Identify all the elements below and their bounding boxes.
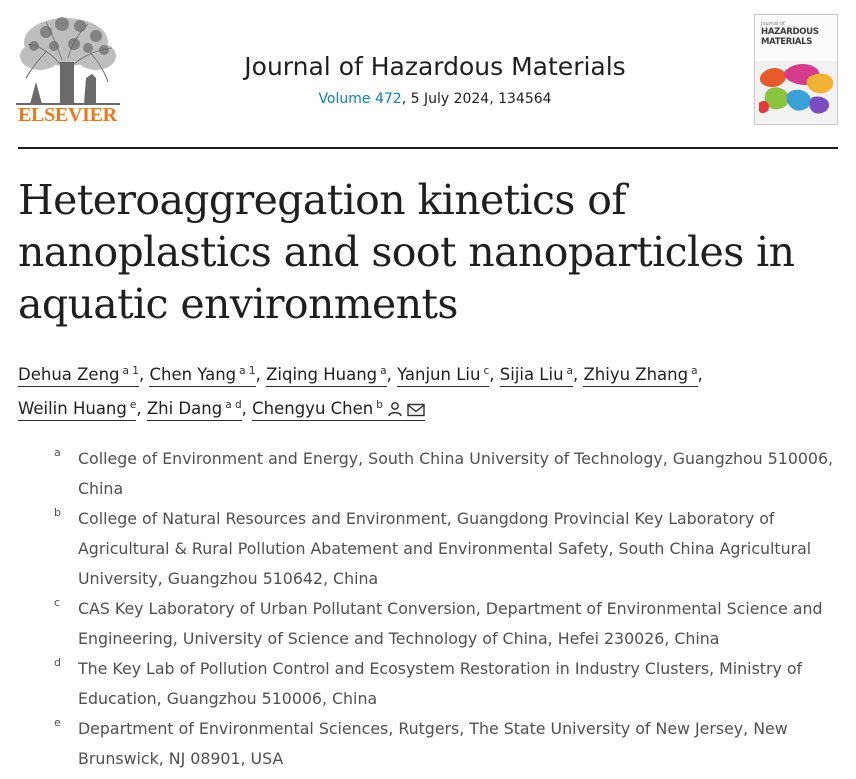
author-link[interactable] — [18, 399, 136, 421]
journal-title-link[interactable]: Journal of Hazardous Materials — [244, 52, 626, 81]
author-separator: , — [241, 399, 253, 418]
author-name: Chen Yang — [149, 365, 237, 384]
issue-date-and-article-number: , 5 July 2024, 134564 — [401, 91, 552, 107]
author-link[interactable] — [583, 365, 697, 387]
cover-artwork — [755, 15, 837, 124]
author-link[interactable] — [397, 365, 489, 387]
author-link[interactable] — [147, 399, 242, 421]
email-icon — [407, 397, 425, 427]
author-affiliation-markers: a — [566, 365, 573, 377]
affiliation-text: CAS Key Laboratory of Urban Pollutant Conversion, Department of Environmental Science and Engineering, University of Science and Technology of China, Hefei 230026, China — [78, 599, 823, 648]
cover-journal-of: Journal of — [761, 21, 785, 27]
author-separator: , — [572, 365, 584, 384]
affiliation-label: a — [54, 446, 61, 459]
cover-title-line-1: HAZARDOUS — [761, 27, 819, 37]
author-affiliation-markers: b — [376, 399, 383, 411]
author-name: Zhiyu Zhang — [583, 365, 689, 384]
header-divider — [18, 147, 838, 149]
author-name: Dehua Zeng — [18, 365, 120, 384]
tree-icon — [16, 12, 120, 106]
affiliation-text: College of Environment and Energy, South China University of Technology, Guangzhou 510006, China — [78, 449, 834, 498]
author-affiliation-markers: a — [380, 365, 387, 377]
author-affiliation-markers: a 1 — [122, 365, 139, 377]
author-name: Weilin Huang — [18, 399, 127, 418]
affiliation-item — [54, 504, 844, 594]
article-title: Heteroaggregation kinetics of nanoplastics and soot nanoparticles in aquatic environments — [18, 176, 795, 328]
corresponding-author-link[interactable] — [252, 399, 425, 421]
affiliation-item — [54, 444, 844, 504]
author-name: Zhi Dang — [146, 399, 223, 418]
cover-title-line-2: MATERIALS — [761, 37, 813, 47]
author-affiliation-markers: c — [483, 365, 490, 377]
publisher-wordmark: ELSEVIER — [18, 104, 117, 126]
issue-info — [160, 89, 710, 109]
affiliation-list — [54, 444, 844, 774]
journal-cover-thumbnail[interactable] — [754, 14, 838, 125]
author-affiliation-markers: a — [691, 365, 698, 377]
author-affiliation-markers: e — [129, 399, 137, 411]
author-affiliation-markers: a d — [225, 399, 242, 411]
author-link[interactable] — [266, 365, 386, 387]
affiliation-label: d — [54, 656, 61, 669]
author-separator: , — [489, 365, 500, 384]
author-link[interactable] — [18, 365, 139, 387]
author-list — [18, 356, 848, 427]
author-separator: , — [136, 399, 147, 418]
affiliation-label: c — [54, 596, 61, 609]
author-separator: , — [255, 365, 267, 384]
author-name: Chengyu Chen — [252, 399, 374, 418]
author-name: Ziqing Huang — [266, 365, 378, 384]
affiliation-item — [54, 654, 844, 714]
volume-link[interactable]: Volume 472 — [318, 91, 402, 107]
affiliation-text: The Key Lab of Pollution Control and Ecosystem Restoration in Industry Clusters, Ministry of Education, Guangzhou 510006, China — [78, 659, 803, 708]
affiliation-label: e — [54, 716, 61, 729]
author-name: Yanjun Liu — [397, 365, 481, 384]
article-header — [0, 0, 856, 150]
journal-masthead — [160, 50, 710, 109]
affiliation-text: College of Natural Resources and Environment, Guangdong Provincial Key Laboratory of Agricultural & Rural Pollution Abatement and Environmental Safety, South China Agricultural University, Guangzhou 510642, China — [78, 509, 812, 588]
author-link[interactable] — [149, 365, 255, 387]
author-name: Sijia Liu — [499, 365, 564, 384]
author-link[interactable] — [500, 365, 573, 387]
person-icon — [387, 397, 403, 427]
author-separator: , — [386, 365, 398, 384]
author-separator: , — [697, 365, 703, 384]
affiliation-item — [54, 714, 844, 774]
author-separator: , — [138, 365, 150, 384]
affiliation-text: Department of Environmental Sciences, Rutgers, The State University of New Jersey, New Brunswick, NJ 08901, USA — [78, 719, 788, 768]
affiliation-label: b — [54, 506, 61, 519]
affiliation-item — [54, 594, 844, 654]
author-affiliation-markers: a 1 — [239, 365, 256, 377]
